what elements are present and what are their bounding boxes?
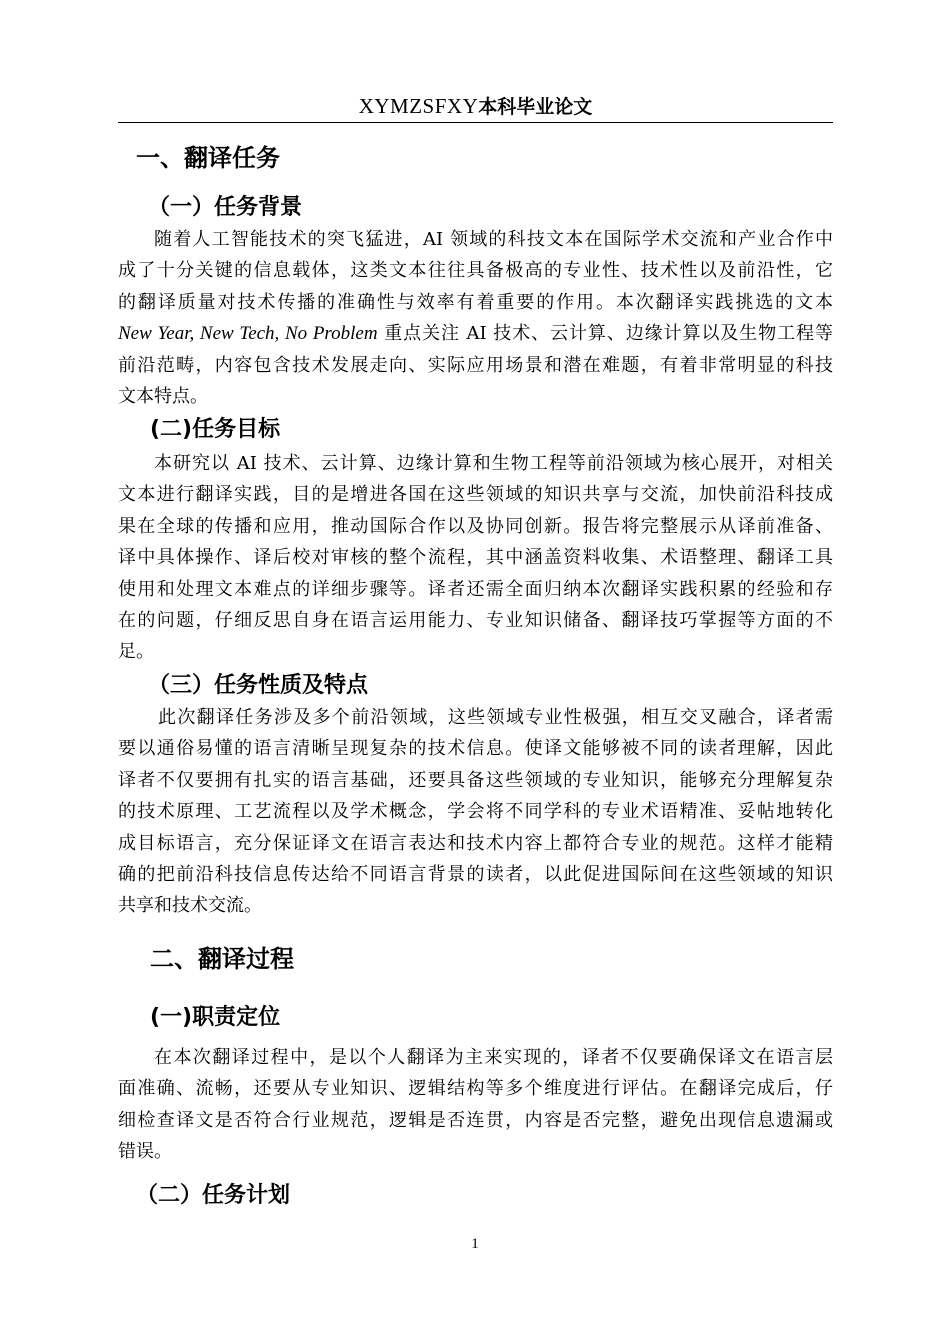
- section-1-sub-2-heading: (二)任务目标: [150, 417, 281, 442]
- paragraph-line: 文本特点。: [118, 386, 208, 408]
- section-2-sub-1-heading: (一)职责定位: [150, 1005, 281, 1030]
- page-number: 1: [471, 1236, 479, 1252]
- paragraph-line: 足。: [118, 641, 154, 663]
- section-1-heading: 一、翻译任务: [136, 144, 280, 172]
- section-1-sub-3-heading: （三）任务性质及特点: [148, 673, 369, 698]
- section-1-sub-1-paragraph: [118, 224, 833, 412]
- paragraph-line: 在的问题，仔细反思自身在语言运用能力、专业知识储备、翻译技巧掌握等方面的不: [118, 610, 833, 632]
- paragraph-line: 在本次翻译过程中，是以个人翻译为主来实现的，译者不仅要确保译文在语言层: [154, 1047, 833, 1068]
- paragraph-line: 本研究以 AI 技术、云计算、边缘计算和生物工程等前沿领域为核心展开，对相关: [154, 453, 833, 474]
- paragraph-line: 果在全球的传播和应用，推动国际合作以及协同创新。报告将完整展示从译前准备、: [118, 515, 833, 537]
- section-1-sub-3-paragraph: [118, 702, 833, 922]
- paragraph-line: 前沿范畴，内容包含技术发展走向、实际应用场景和潜在难题，有着非常明显的科技: [118, 354, 833, 376]
- paragraph-line: 译中具体操作、译后校对审核的整个流程，其中涵盖资料收集、术语整理、翻译工具: [118, 547, 833, 569]
- running-header: [118, 92, 833, 123]
- paragraph-line: 此次翻译任务涉及多个前沿领域，这些领域专业性极强，相互交叉融合，译者需: [158, 707, 833, 728]
- paragraph-line: 细检查译文是否符合行业规范，逻辑是否连贯，内容是否完整，避免出现信息遗漏或: [118, 1109, 833, 1131]
- section-2-heading: 二、翻译过程: [150, 945, 294, 973]
- paragraph-line: 面准确、流畅，还要从专业知识、逻辑结构等多个维度进行评估。在翻译完成后，仔: [118, 1078, 833, 1100]
- paragraph-line: [118, 318, 833, 349]
- paragraph-line: 确的把前沿科技信息传达给不同语言背景的读者，以此促进国际间在这些领域的知识: [118, 864, 833, 886]
- paragraph-line: 要以通俗易懂的语言清晰呈现复杂的技术信息。使译文能够被不同的读者理解，因此: [118, 738, 833, 760]
- paragraph-line: 随着人工智能技术的突飞猛进，AI 领域的科技文本在国际学术交流和产业合作中: [154, 229, 833, 250]
- paragraph-line: 的技术原理、工艺流程以及学术概念，学会将不同学科的专业术语精准、妥帖地转化: [118, 801, 833, 823]
- paragraph-line: 成了十分关键的信息载体，这类文本往往具备极高的专业性、技术性以及前沿性，它: [118, 260, 833, 282]
- section-1-sub-2-paragraph: [118, 448, 833, 668]
- book-title: New Year, New Tech, No Problem: [118, 323, 378, 345]
- section-1-sub-1-heading: （一）任务背景: [148, 195, 303, 220]
- section-2-sub-2-heading: （二）任务计划: [136, 1183, 291, 1208]
- paragraph-line: 成目标语言，充分保证译文在语言表达和技术内容上都符合专业的规范。这样才能精: [118, 832, 833, 854]
- paragraph-line: 的翻译质量对技术传播的准确性与效率有着重要的作用。本次翻译实践挑选的文本: [118, 291, 833, 313]
- paragraph-line: 文本进行翻译实践，目的是增进各国在这些领域的知识共享与交流，加快前沿科技成: [118, 484, 833, 506]
- paragraph-line: 使用和处理文本难点的详细步骤等。译者还需全面归纳本次翻译实践积累的经验和存: [118, 578, 833, 600]
- header-code: XYMZSFXY: [358, 94, 479, 118]
- section-2-sub-1-paragraph: [118, 1042, 833, 1168]
- header-suffix: 本科毕业论文: [478, 96, 593, 118]
- paragraph-line: 共享和技术交流。: [118, 895, 262, 917]
- paragraph-line: 错误。: [118, 1141, 172, 1163]
- paragraph-line-tail: 重点关注 AI 技术、云计算、边缘计算以及生物工程等: [384, 323, 833, 345]
- paragraph-line: 译者不仅要拥有扎实的语言基础，还要具备这些领域的专业知识，能够充分理解复杂: [118, 769, 833, 791]
